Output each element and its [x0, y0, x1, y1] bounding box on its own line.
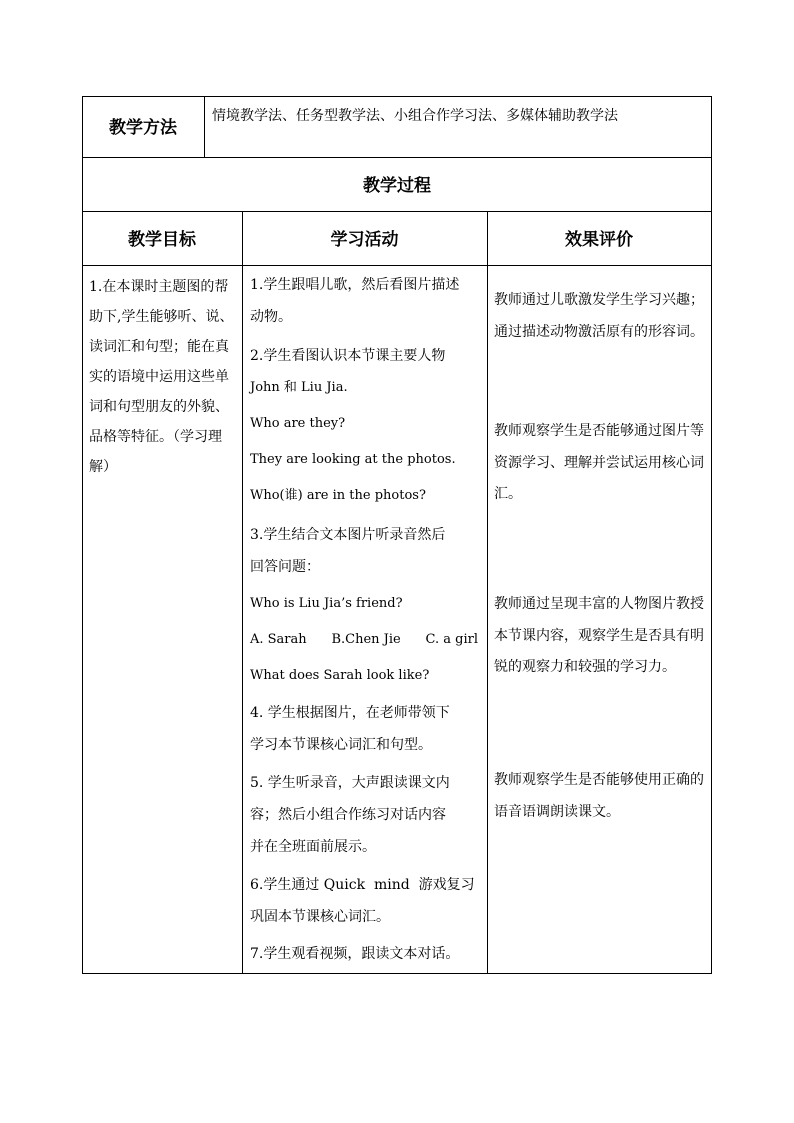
row-divider-2 [82, 211, 712, 212]
activity-line: 学习本节课核心词汇和句型。 [250, 737, 432, 753]
activity-line: 回答问题： [250, 559, 320, 575]
evaluation-item: 教师观察学生是否能够通过图片等资源学习、理解并尝试运用核心词汇。 [494, 423, 704, 502]
process-title: 教学过程 [363, 176, 431, 196]
activity-line: A. Sarah B.Chen Jie C. a girl [250, 632, 478, 647]
goal-text: 1.在本课时主题图的帮助下,学生能够听、说、读词汇和句型；能在真实的语境中运用这些单词和句型朋友的外貌、品格等特征。（学习理解） [89, 279, 234, 475]
evaluation-item: 教师观察学生是否能够使用正确的语音语调朗读课文。 [494, 772, 704, 820]
activity-line: Who(谁) are in the photos? [250, 488, 426, 503]
activity-line: Who are they? [250, 416, 346, 431]
header-evaluation: 效果评价 [565, 230, 633, 250]
activity-line: 7.学生观看视频，跟读文本对话。 [250, 946, 460, 962]
table-border-bottom [82, 973, 712, 974]
activity-line: Who is Liu Jia’s friend? [250, 596, 403, 611]
row-divider-1 [82, 157, 712, 158]
activity-line: 并在全班面前展示。 [250, 839, 376, 855]
activity-line: 2.学生看图认识本节课主要人物 [250, 348, 446, 364]
activity-line: John 和 Liu Jia. [250, 380, 348, 395]
col-divider-2 [487, 211, 488, 974]
activity-line: 1.学生跟唱儿歌，然后看图片描述 [250, 277, 460, 293]
activity-line: What does Sarah look like? [250, 668, 430, 683]
table-border-top [82, 96, 712, 97]
method-label: 教学方法 [109, 118, 177, 138]
activity-line: 4. 学生根据图片，在老师带领下 [250, 705, 450, 721]
activity-line: 动物。 [250, 309, 292, 325]
evaluation-item: 教师通过呈现丰富的人物图片教授本节课内容，观察学生是否具有明锐的观察力和较强的学习力。 [494, 596, 704, 675]
header-activity: 学习活动 [330, 230, 399, 250]
method-value: 情境教学法、任务型教学法、小组合作学习法、多媒体辅助教学法 [212, 108, 618, 124]
evaluation-item: 教师通过儿歌激发学生学习兴趣；通过描述动物激活原有的形容词。 [494, 292, 704, 340]
activity-line: 容；然后小组合作练习对话内容 [250, 807, 446, 823]
table-border-left [82, 96, 83, 974]
activity-line: They are looking at the photos. [250, 452, 456, 467]
activity-line: 5. 学生听录音，大声跟读课文内 [250, 775, 450, 791]
col-divider-1 [242, 211, 243, 974]
row-divider-3 [82, 265, 712, 266]
method-divider [204, 96, 205, 157]
activity-line: 6.学生通过 Quick mind 游戏复习 [250, 877, 475, 893]
table-border-right [711, 96, 712, 974]
activity-line: 巩固本节课核心词汇。 [250, 909, 390, 925]
header-goal: 教学目标 [128, 230, 196, 250]
activity-line: 3.学生结合文本图片听录音然后 [250, 527, 446, 543]
